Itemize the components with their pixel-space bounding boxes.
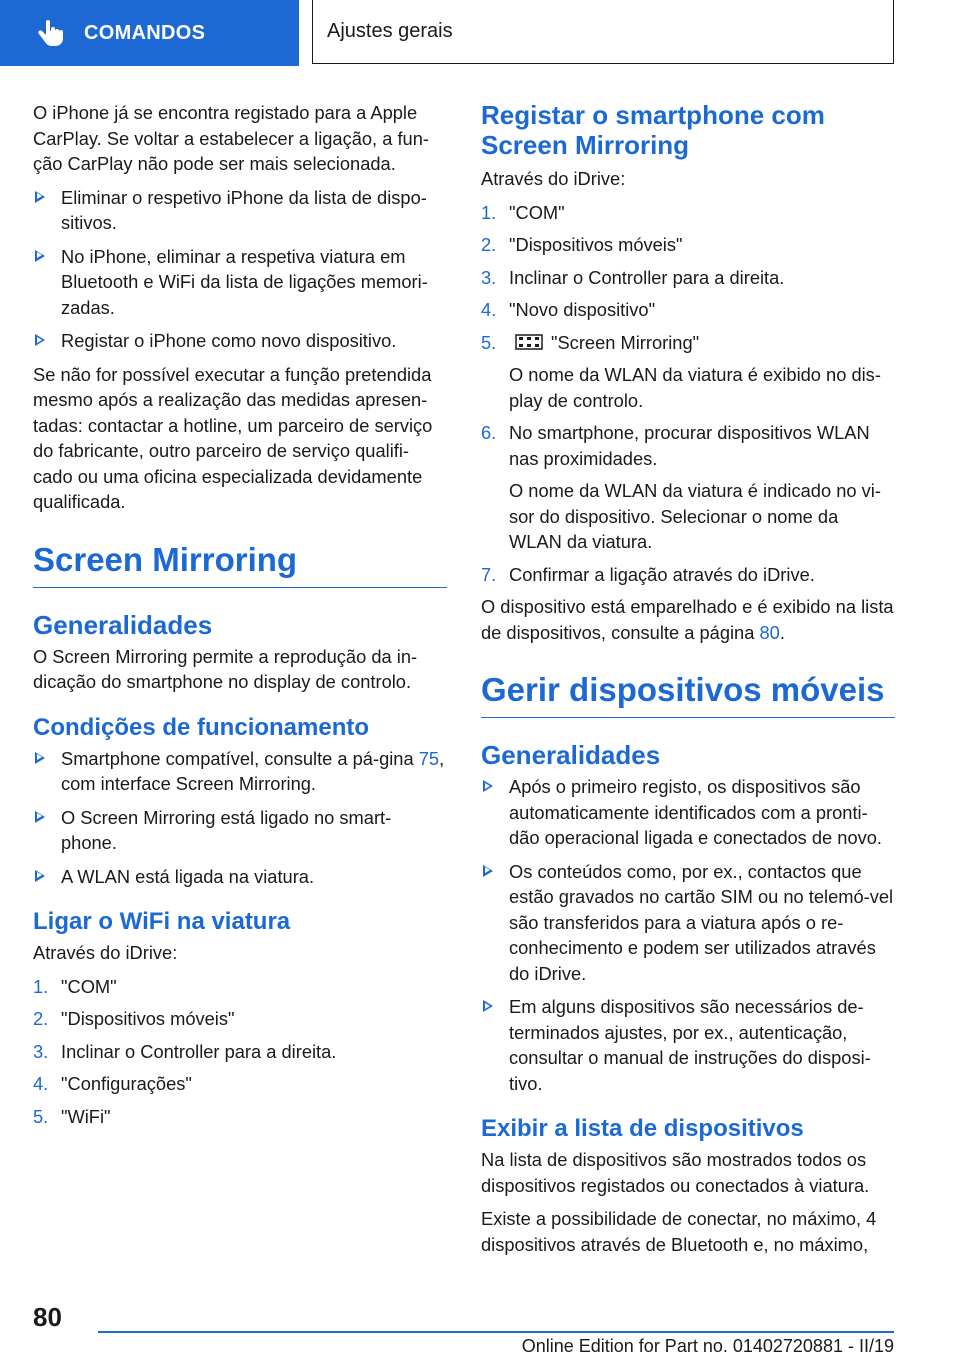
- step-item: 3. Inclinar o Controller para a direita.: [481, 265, 895, 291]
- register-intro: Através do iDrive:: [481, 168, 626, 189]
- bullet-list: [33, 185, 447, 354]
- conditions-list: [33, 746, 447, 890]
- general-paragraph: O Screen Mirroring permite a reprodução da in-dicação do smartphone no display de controlo.: [33, 645, 418, 692]
- step-item: 2. "Dispositivos móveis": [33, 1006, 447, 1032]
- section-heading: Generalidades: [481, 740, 661, 770]
- triangle-bullet-icon: [483, 780, 493, 792]
- section-label: COMANDOS: [84, 21, 206, 44]
- list-item: No iPhone, eliminar a respetiva viatura em Bluetooth e WiFi da lista de ligações memori-zadas.: [33, 244, 447, 321]
- list-item: Em alguns dispositivos são necessários de-terminados ajustes, por ex., autenticação, consultar o manual de instruções do disposi-tivo.: [481, 994, 895, 1096]
- list-item: A WLAN está ligada na viatura.: [33, 864, 447, 890]
- triangle-bullet-icon: [35, 870, 45, 882]
- bullet-list: [481, 774, 895, 1096]
- step-number: 7.: [481, 563, 497, 585]
- step-number: 4.: [481, 299, 497, 320]
- section-heading: Condições de funcionamento: [33, 713, 370, 741]
- step-item: 5. "WiFi": [33, 1104, 447, 1130]
- step-number: 1.: [33, 975, 49, 997]
- register-steps: [481, 200, 895, 588]
- list-item: Após o primeiro registo, os dispositivos são automaticamente identificados com a pronti-dão operacional ligada e conectados de novo.: [481, 774, 895, 851]
- list-item: Eliminar o respetivo iPhone da lista de dispo-sitivos.: [33, 185, 447, 236]
- step-item: 5. "Screen Mirroring" O nome da WLAN da viatura é exibido no dis-play de controlo.: [481, 330, 895, 414]
- triangle-bullet-icon: [35, 752, 45, 764]
- list-paragraph: Na lista de dispositivos são mostrados todos os dispositivos registados ou conectados à viatura.: [481, 1149, 870, 1196]
- step-detail: O nome da WLAN da viatura é indicado no vi-sor do dispositivo. Selecionar o nome da WLAN da viatura.: [509, 480, 881, 552]
- triangle-bullet-icon: [483, 865, 493, 877]
- chapter-title: Screen Mirroring: [33, 541, 447, 588]
- triangle-bullet-icon: [483, 1000, 493, 1012]
- section-tab[interactable]: [0, 0, 299, 66]
- step-number: 3.: [33, 1040, 49, 1062]
- paired-paragraph: O dispositivo está emparelhado e é exibido na lista de dispositivos, consulte a página 80.: [481, 596, 894, 643]
- page-link[interactable]: 75: [418, 747, 440, 769]
- triangle-bullet-icon: [35, 334, 45, 346]
- step-number: 5.: [33, 1105, 49, 1127]
- step-number: 1.: [481, 201, 497, 223]
- step-number: 2.: [33, 1008, 49, 1029]
- page-link[interactable]: 80: [759, 621, 780, 643]
- wifi-steps: [33, 974, 447, 1130]
- triangle-bullet-icon: [35, 250, 45, 262]
- intro-paragraph: O iPhone já se encontra registado para a Apple CarPlay. Se voltar a estabelecer a ligação, a fun-ção CarPlay não pode ser mais selecionada.: [33, 102, 429, 174]
- footer-divider: [98, 1331, 894, 1333]
- section-heading: Exibir a lista de dispositivos: [481, 1115, 804, 1142]
- hand-pointer-icon: [38, 19, 64, 47]
- step-detail: O nome da WLAN da viatura é exibido no dis-play de controlo.: [509, 364, 881, 411]
- section-heading: Generalidades: [33, 609, 213, 640]
- chapter-title: Gerir dispositivos móveis: [481, 671, 895, 718]
- right-column: [481, 100, 895, 1265]
- step-item: 1. "COM": [481, 200, 895, 226]
- step-number: 2.: [481, 234, 497, 255]
- step-item: 2. "Dispositivos móveis": [481, 232, 895, 258]
- step-number: 4.: [33, 1073, 49, 1094]
- screen-mirroring-icon: [515, 334, 543, 350]
- breadcrumb-label: Ajustes gerais: [327, 20, 453, 42]
- list-item: O Screen Mirroring está ligado no smart-phone.: [33, 805, 447, 856]
- left-column: [33, 100, 447, 1136]
- step-number: 5.: [481, 331, 497, 353]
- list-item: Registar o iPhone como novo dispositivo.: [33, 328, 447, 354]
- step-item: 1. "COM": [33, 974, 447, 1000]
- page-header: [0, 0, 960, 66]
- note-paragraph: Se não for possível executar a função pretendida mesmo após a realização das medidas apresen-tadas: contactar a hotline, um parceiro de serviço do fabricante, outro parceiro de serviço qualifi-cado ou uma oficina especializada devidamente qualificada.: [33, 363, 433, 512]
- list-item: Os conteúdos como, por ex., contactos que estão gravados no cartão SIM ou no telemó-vel são transferidos para a viatura após o re-conhecimento e podem ser utilizados através do iDrive.: [481, 859, 895, 987]
- step-item: 4. "Novo dispositivo": [481, 297, 895, 323]
- page-number: 80: [33, 1302, 62, 1332]
- section-heading: Ligar o WiFi na viatura: [33, 908, 291, 935]
- triangle-bullet-icon: [35, 191, 45, 203]
- step-item: 7. Confirmar a ligação através do iDrive.: [481, 562, 895, 588]
- list-paragraph: Existe a possibilidade de conectar, no máximo, 4 dispositivos através de Bluetooth e, no máximo,: [481, 1208, 877, 1255]
- section-heading: Registar o smartphone com Screen Mirroring: [481, 100, 825, 160]
- list-item: Smartphone compatível, consulte a pá-gina 75, com interface Screen Mirroring.: [33, 746, 447, 797]
- breadcrumb[interactable]: [312, 0, 894, 64]
- step-item: 3. Inclinar o Controller para a direita.: [33, 1039, 447, 1065]
- edition-note: Online Edition for Part no. 01402720881 - II/19: [521, 1336, 894, 1356]
- step-item: 4. "Configurações": [33, 1071, 447, 1097]
- step-number: 6.: [481, 422, 497, 443]
- step-item: 6. No smartphone, procurar dispositivos WLAN nas proximidades. O nome da WLAN da viatura é indicado no vi-sor do dispositivo. Selecionar o nome da WLAN da viatura.: [481, 420, 895, 555]
- wifi-intro: Através do iDrive:: [33, 942, 178, 963]
- triangle-bullet-icon: [35, 811, 45, 823]
- step-number: 3.: [481, 266, 497, 288]
